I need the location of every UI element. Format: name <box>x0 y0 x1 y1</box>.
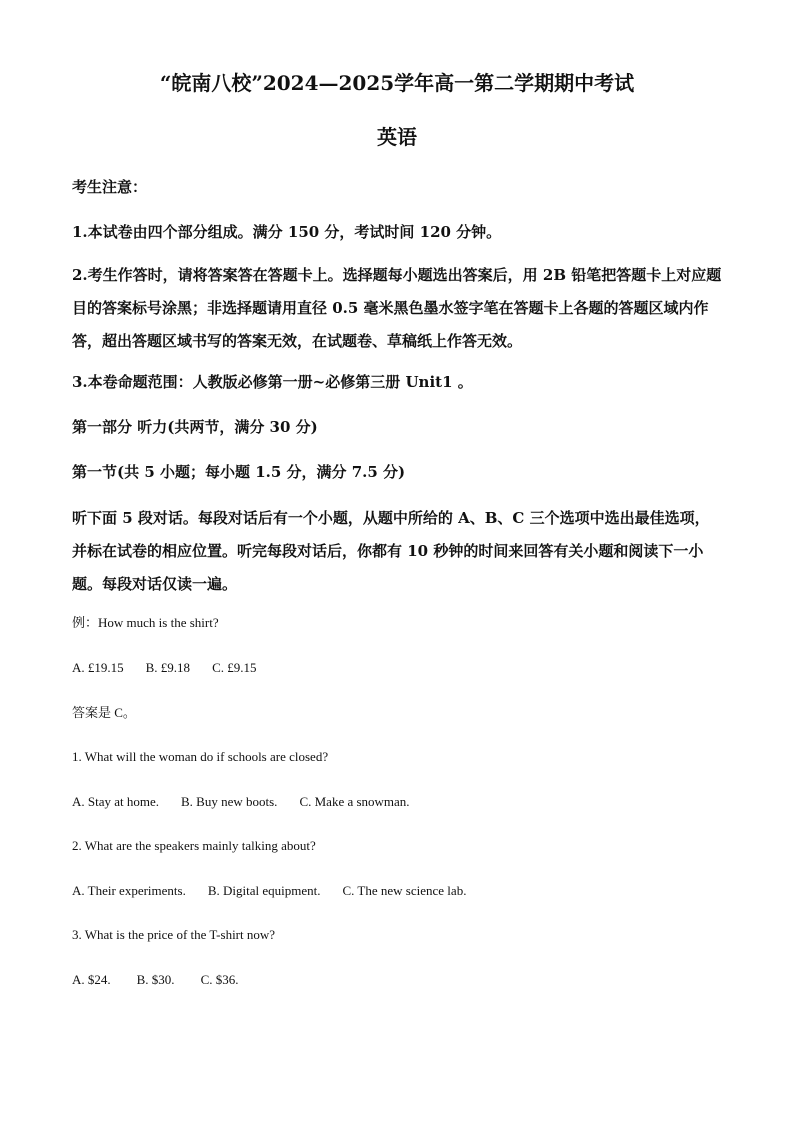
question-2-option-a: A. Their experiments. <box>72 883 186 898</box>
example-option-c: C. £9.15 <box>212 660 257 675</box>
notice-item-1: 1.本试卷由四个部分组成。满分 150 分，考试时间 120 分钟。 <box>72 223 502 241</box>
question-1-option-a: A. Stay at home. <box>72 794 160 809</box>
question-2-option-b: B. Digital equipment. <box>207 883 321 898</box>
notice-item-3: 3.本卷命题范围：人教版必修第一册~必修第三册 Unit1 。 <box>72 373 473 391</box>
example-option-a: A. £19.15 <box>72 660 124 675</box>
question-2-options <box>72 880 722 902</box>
question-2-option-c: C. The new science lab. <box>342 883 467 898</box>
question-3-option-b: B. $30. <box>136 972 175 987</box>
example-options <box>72 657 722 679</box>
example-answer: 答案是 C。 <box>72 705 136 720</box>
question-2: 2. What are the speakers mainly talking about? <box>72 838 316 853</box>
part1-heading: 第一部分 听力(共两节，满分 30 分) <box>72 418 318 436</box>
section1-instructions: 听下面 5 段对话。每段对话后有一个小题，从题中所给的 A、B、C 三个选项中选出最佳选项，并标在试卷的相应位置。听完每段对话后，你都有 10 秒钟的时间来回答有关小题和阅读下一小题。每段对话仅读一遍。 <box>72 509 710 593</box>
question-3-options <box>72 969 722 991</box>
exam-title: “皖南八校”2024—2025学年高一第二学期期中考试 <box>159 71 635 95</box>
question-1-option-b: B. Buy new boots. <box>181 794 278 809</box>
notice-item-2: 2.考生作答时，请将答案答在答题卡上。选择题每小题选出答案后，用 2B 铅笔把答题卡上对应题目的答案标号涂黑；非选择题请用直径 0.5 毫米黑色墨水签字笔在答题卡上各题的答题区域内作答，超出答题区域书写的答案无效，在试题卷、草稿纸上作答无效。 <box>72 266 722 350</box>
subject-title: 英语 <box>377 125 417 149</box>
question-1: 1. What will the woman do if schools are closed? <box>72 749 329 764</box>
question-1-option-c: C. Make a snowman. <box>299 794 410 809</box>
question-3: 3. What is the price of the T-shirt now? <box>72 927 276 942</box>
question-3-option-a: A. $24. <box>72 972 111 987</box>
question-3-option-c: C. $36. <box>200 972 239 987</box>
notice-heading: 考生注意： <box>72 178 148 196</box>
example-question: 例：How much is the shirt? <box>72 615 219 630</box>
question-1-options <box>72 791 722 813</box>
section1-heading: 第一节(共 5 小题；每小题 1.5 分，满分 7.5 分) <box>72 463 406 481</box>
example-option-b: B. £9.18 <box>145 660 191 675</box>
